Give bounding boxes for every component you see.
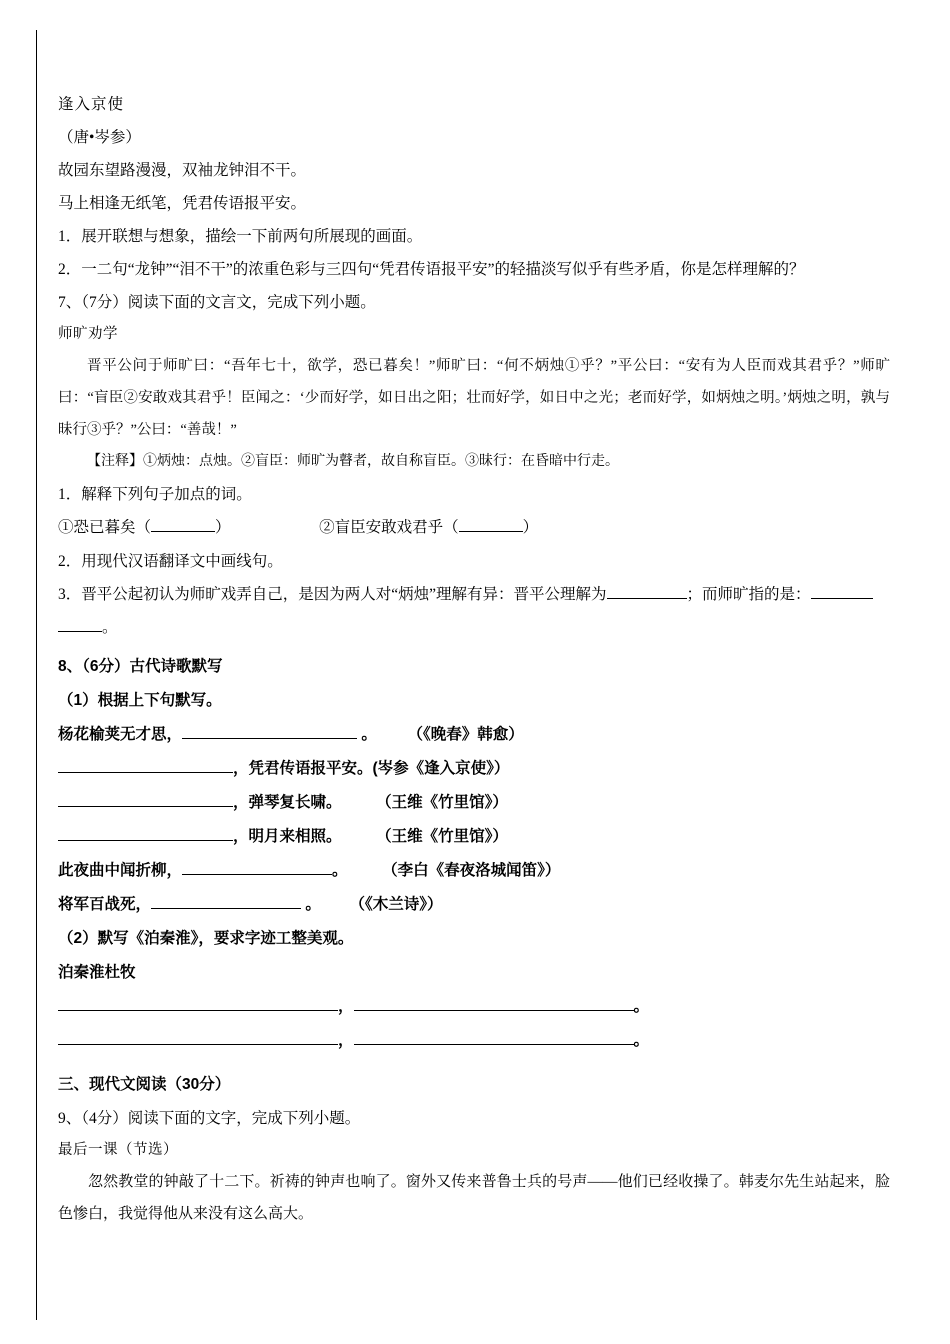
item-1-after: 。 — [361, 726, 377, 743]
question-8-part-1: （1）根据上下句默写。 — [58, 692, 222, 709]
writing-blank-2b[interactable] — [354, 1044, 634, 1045]
item-5-source: （李白《春夜洛城闻笛》） — [382, 862, 561, 879]
question-7-stem: 7、（7分）阅读下面的文言文，完成下列小题。 — [58, 294, 376, 311]
sub3-text-a: 3．晋平公起初认为师旷戏弄自己，是因为两人对“炳烛”理解有异：晋平公理解为 — [58, 586, 607, 603]
question-7-sub-3-cont — [58, 611, 890, 644]
answer-blank-3a[interactable] — [607, 598, 687, 599]
writing-row-2: ， 。 — [58, 1024, 890, 1058]
item-5-before: 此夜曲中闻折柳， — [58, 862, 183, 879]
question-8-poem-title: 泊秦淮杜牧 — [58, 964, 136, 981]
writing-row-1: ， 。 — [58, 990, 890, 1024]
item-4-after: ，明月来相照。 — [233, 828, 342, 845]
answer-blank-item-5[interactable] — [182, 874, 332, 875]
poem-question-1: 1．展开联想与想象，描绘一下前两句所展现的画面。 — [58, 228, 423, 245]
answer-blank-item-3[interactable] — [58, 806, 233, 807]
poem-line-1: 故园东望路漫漫，双袖龙钟泪不干。 — [58, 162, 307, 179]
answer-blank-1b[interactable] — [459, 531, 523, 532]
default-item-6 — [58, 888, 890, 922]
question-9-passage-body: 忽然教堂的钟敲了十二下。祈祷的钟声也响了。窗外又传来普鲁士兵的号声——他们已经收操了。韩麦尔先生站起来，脸色惨白，我觉得他从来没有这么高大。 — [58, 1174, 890, 1222]
question-8-part-2: （2）默写《泊秦淮》，要求字迹工整美观。 — [58, 930, 354, 947]
item-3-source: （王维《竹里馆》） — [376, 794, 508, 811]
question-7-notes: 【注释】①炳烛：点烛。②盲臣：师旷为瞽者，故自称盲臣。③昧行：在昏暗中行走。 — [87, 454, 619, 469]
question-9-passage-title: 最后一课（节选） — [58, 1142, 178, 1158]
writing-blank-1a[interactable] — [58, 1010, 338, 1011]
poem-author: （唐•岑参） — [58, 129, 141, 146]
answer-blank-item-2[interactable] — [58, 772, 233, 773]
page-left-rule — [36, 30, 37, 1320]
default-item-3 — [58, 786, 890, 820]
item-6-source: （《木兰诗》） — [349, 896, 443, 913]
default-item-1 — [58, 718, 890, 752]
writing-blank-1b[interactable] — [354, 1010, 634, 1011]
item-6-after: 。 — [305, 896, 321, 913]
sub1-a-text: ①恐已暮矣（ — [58, 519, 152, 536]
question-7-passage-body: 晋平公问于师旷曰：“吾年七十，欲学，恐已暮矣！”师旷曰：“何不炳烛①乎？”平公曰：“安有为人臣而戏其君乎？”师旷曰：“盲臣②安敢戏其君乎！臣闻之：‘少而好学，如日出之阳；壮而好学，如日中之光；老而好学，如炳烛之明。’炳烛之明，孰与昧行③乎？”公曰：“善哉！” — [58, 358, 890, 438]
item-5-after: 。 — [332, 862, 348, 879]
section-3-title: 三、现代文阅读（30分） — [58, 1076, 231, 1093]
question-9-stem: 9、（4分）阅读下面的文字，完成下列小题。 — [58, 1110, 361, 1127]
writing-blank-2a[interactable] — [58, 1044, 338, 1045]
answer-blank-item-1[interactable] — [182, 738, 357, 739]
answer-blank-item-4[interactable] — [58, 840, 233, 841]
question-7-sub-1: 1．解释下列句子加点的词。 — [58, 486, 252, 503]
question-7-sub-2: 2．用现代汉语翻译文中画线句。 — [58, 553, 283, 570]
item-1-before: 杨花榆荚无才思， — [58, 726, 183, 743]
item-4-source: （王维《竹里馆》） — [376, 828, 508, 845]
answer-blank-3c[interactable] — [58, 631, 102, 632]
question-8-stem: 8、（6分）古代诗歌默写 — [58, 658, 223, 675]
question-7-sub-1-blanks: ①恐已暮矣（ ） ②盲臣安敢戏君乎（ ） — [58, 519, 539, 536]
answer-blank-item-6[interactable] — [151, 908, 301, 909]
poem-line-2: 马上相逢无纸笔，凭君传语报平安。 — [58, 195, 307, 212]
question-7-sub-3 — [58, 578, 890, 611]
question-7-passage-title: 师旷劝学 — [58, 326, 118, 342]
poem-title: 逢入京使 — [58, 96, 125, 113]
default-item-4 — [58, 820, 890, 854]
item-6-before: 将军百战死， — [58, 896, 152, 913]
sub3-text-b: ；而师旷指的是： — [686, 586, 811, 603]
sub1-b-text: ②盲臣安敢戏君乎（ — [319, 519, 459, 536]
item-1-source: （《晚春》韩愈） — [407, 726, 524, 743]
poem-question-2: 2．一二句“龙钟”“泪不干”的浓重色彩与三四句“凭君传语报平安”的轻描淡写似乎有些矛盾，你是怎样理解的？ — [58, 261, 805, 278]
item-3-after: ，弹琴复长啸。 — [233, 794, 342, 811]
default-item-2 — [58, 752, 890, 786]
sub3-text-c: 。 — [102, 619, 118, 636]
default-item-5 — [58, 854, 890, 888]
item-2-after: ，凭君传语报平安。(岑参《逢入京使》） — [233, 760, 510, 777]
answer-blank-3b[interactable] — [811, 598, 873, 599]
answer-blank-1a[interactable] — [151, 531, 215, 532]
